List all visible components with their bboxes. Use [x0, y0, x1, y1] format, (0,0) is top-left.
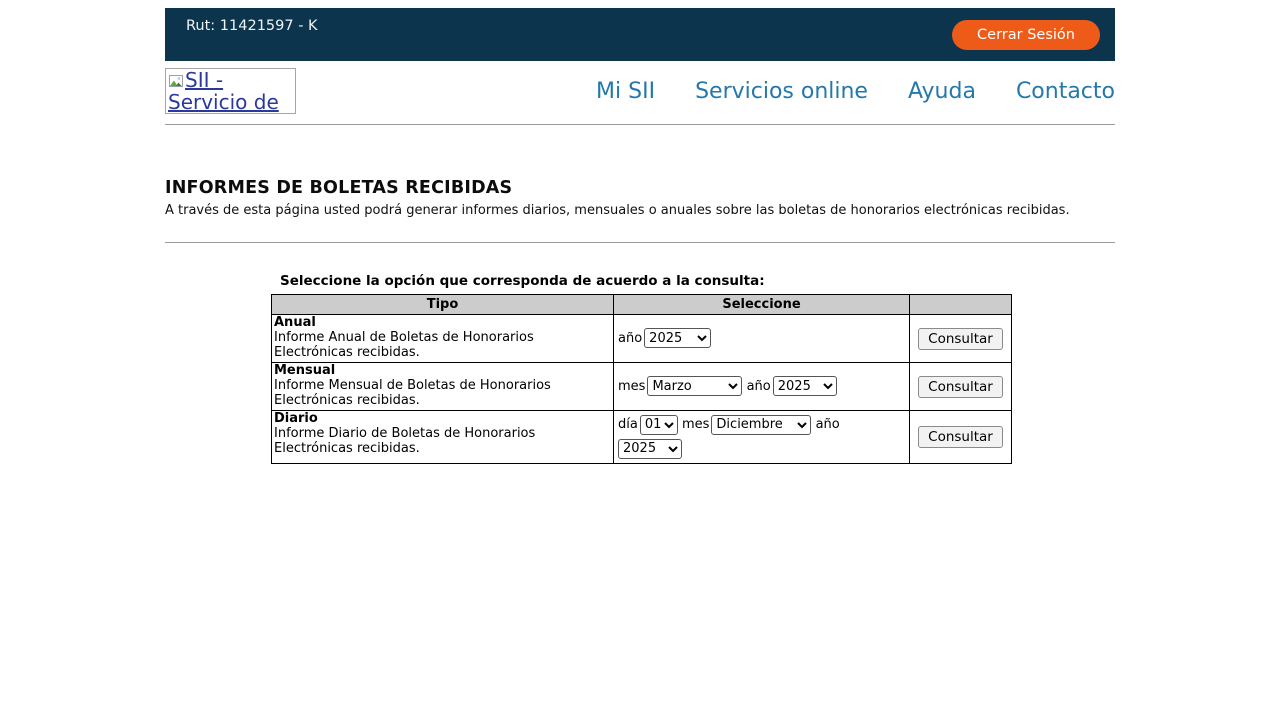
logout-button[interactable]: Cerrar Sesión: [952, 20, 1100, 50]
anual-tipo-cell: [272, 315, 614, 363]
mensual-tipo-cell: [272, 363, 614, 411]
anual-select-cell: [614, 315, 910, 363]
nav-ayuda[interactable]: Ayuda: [907, 78, 976, 104]
header-accion: [910, 295, 1012, 315]
table-row-mensual: [272, 363, 1012, 411]
anual-year-select[interactable]: [644, 328, 711, 348]
mensual-consultar-button[interactable]: Consultar: [918, 376, 1003, 398]
header-divider: [165, 124, 1115, 125]
mensual-year-label: año: [746, 378, 771, 394]
anual-consultar-button[interactable]: Consultar: [918, 328, 1003, 350]
anual-action-cell: [910, 315, 1012, 363]
main-nav: [596, 79, 1115, 104]
topbar: [165, 8, 1115, 61]
table-header-row: [272, 295, 1012, 315]
header-row: [165, 61, 1115, 114]
report-table-wrap: [271, 294, 1115, 464]
mensual-select-cell: [614, 363, 910, 411]
diario-type-label: Diario: [274, 411, 318, 426]
diario-day-select[interactable]: [640, 415, 678, 435]
nav-servicios-online[interactable]: Servicios online: [695, 78, 868, 104]
page-subtitle: A través de esta página usted podrá generar informes diarios, mensuales o anuales sobre las boletas de honorarios electrónicas recibidas.: [165, 203, 1070, 218]
sii-logo-broken-image[interactable]: [165, 68, 296, 114]
diario-select-cell: [614, 411, 910, 464]
anual-year-label: año: [618, 330, 643, 346]
mensual-type-label: Mensual: [274, 363, 336, 378]
anual-description: Informe Anual de Boletas de Honorarios Electrónicas recibidas.: [274, 330, 534, 360]
page-title: INFORMES DE BOLETAS RECIBIDAS: [165, 178, 513, 198]
diario-consultar-button[interactable]: Consultar: [918, 426, 1003, 448]
table-row-anual: [272, 315, 1012, 363]
diario-tipo-cell: [272, 411, 614, 464]
nav-mi-sii[interactable]: Mi SII: [596, 78, 656, 104]
mensual-month-label: mes: [618, 378, 646, 394]
diario-year-select[interactable]: [618, 439, 682, 459]
diario-action-cell: [910, 411, 1012, 464]
anual-type-label: Anual: [274, 315, 316, 330]
report-table: [271, 294, 1012, 464]
header-seleccione: Seleccione: [614, 295, 910, 315]
rut-label: Rut: 11421597 - K: [186, 18, 318, 34]
logo-alt-text: SII - Servicio de: [168, 68, 279, 114]
diario-day-label: día: [618, 417, 638, 432]
mensual-description: Informe Mensual de Boletas de Honorarios Electrónicas recibidas.: [274, 378, 551, 408]
table-row-diario: [272, 411, 1012, 464]
broken-image-icon: [168, 71, 184, 87]
diario-year-label: año: [815, 417, 840, 432]
header-tipo: Tipo: [272, 295, 614, 315]
diario-description: Informe Diario de Boletas de Honorarios Electrónicas recibidas.: [274, 426, 536, 456]
nav-contacto[interactable]: Contacto: [1015, 78, 1115, 104]
mensual-action-cell: [910, 363, 1012, 411]
diario-month-select[interactable]: [711, 415, 811, 435]
mensual-month-select[interactable]: [647, 376, 742, 396]
page-container: [165, 8, 1115, 464]
intro-divider: [165, 242, 1115, 243]
table-caption: Seleccione la opción que corresponda de acuerdo a la consulta:: [280, 273, 765, 289]
diario-month-label: mes: [681, 417, 710, 432]
mensual-year-select[interactable]: [773, 376, 837, 396]
